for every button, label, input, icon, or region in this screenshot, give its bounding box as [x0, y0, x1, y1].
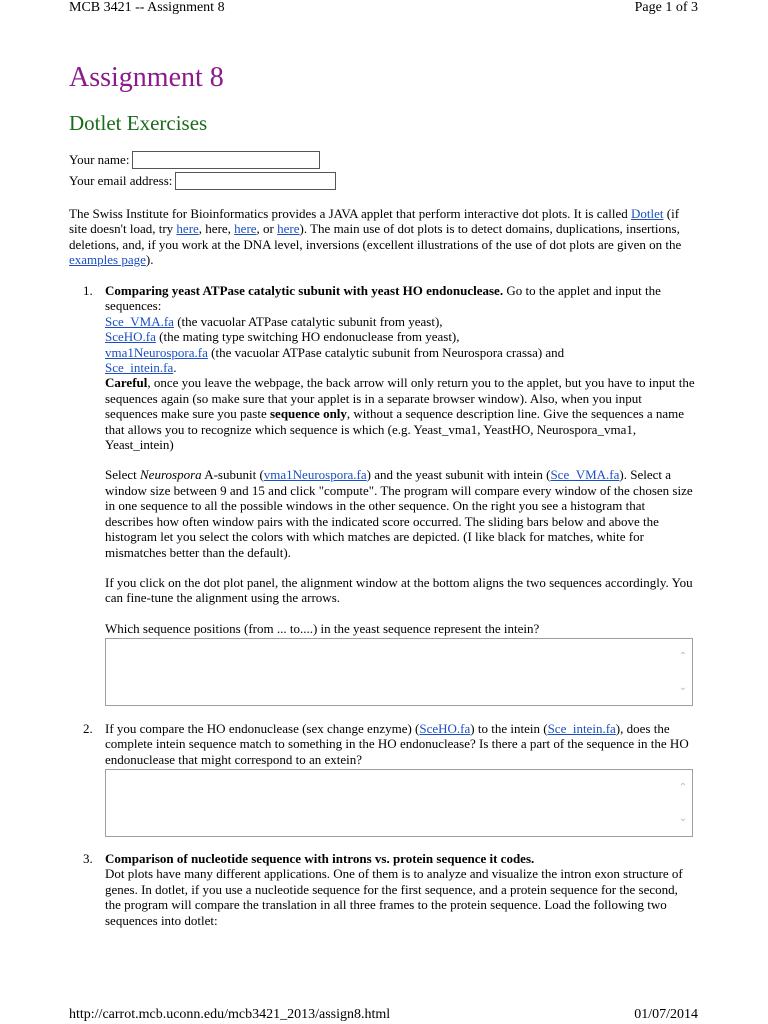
email-field[interactable] [175, 172, 336, 190]
name-row [69, 151, 320, 169]
sce-vma-link[interactable]: Sce_VMA.fa [105, 313, 174, 329]
item-number: 3. [83, 851, 93, 866]
vma1-neurospora-link[interactable]: vma1Neurospora.fa [105, 344, 208, 360]
dotlet-link[interactable]: Dotlet [631, 206, 664, 221]
examples-page-link[interactable]: examples page [69, 252, 146, 268]
alignment-paragraph: If you click on the dot plot panel, the alignment window at the bottom aligns the two sequences accordingly. You can fine-tune the alignment using the arrows. [105, 574, 693, 606]
chevron-up-icon[interactable]: ⌃ [678, 782, 688, 793]
sce-intein-link[interactable]: Sce_intein.fa [105, 360, 174, 376]
item-3-text: Dot plots have many different applications. One of them is to analyze and visualize the intron exon structure of genes. In dotlet, if you use a nucleotide sequence for the first sequence, and a protein sequence for the second, the program will compare the translation in all three frames to the protein sequence. Load the following two sequences into dotlet: [105, 866, 683, 928]
chevron-up-icon[interactable]: ⌃ [678, 651, 688, 662]
name-field[interactable] [132, 151, 320, 169]
email-label: Your email address: [69, 173, 173, 188]
page-date: 01/07/2014 [634, 1007, 698, 1022]
list-item-3 [69, 851, 695, 928]
chevron-down-icon[interactable]: ⌄ [678, 813, 688, 824]
answer-textarea-1[interactable] [105, 638, 693, 706]
intro-paragraph: The Swiss Institute for Bioinformatics provides a JAVA applet that perform interactive dot plots. It is called Dotlet (if site doesn't load, try here, here, here, or here). The main use of dot plots is to detect domains, duplications, insertions, deletions, and, if you work at the DNA level, inversions (excellent illustrations of the use of dot plots are given on the examples page). [69, 206, 682, 268]
item-heading: Comparing yeast ATPase catalytic subunit with yeast HO endonuclease. [105, 283, 504, 298]
vma1-neurospora-link-2[interactable]: vma1Neurospora.fa [263, 467, 367, 483]
chevron-down-icon[interactable]: ⌄ [678, 682, 688, 693]
name-label: Your name: [69, 152, 130, 167]
sceho-link[interactable]: SceHO.fa [105, 329, 156, 345]
here-link-3[interactable]: here [277, 221, 300, 237]
page-url: http://carrot.mcb.uconn.edu/mcb3421_2013/assign8.html [69, 1007, 391, 1022]
item-number: 1. [83, 283, 93, 298]
section-subtitle: Dotlet Exercises [69, 111, 208, 135]
sce-intein-link-2[interactable]: Sce_intein.fa [547, 721, 616, 736]
list-item-2: 2. If you compare the HO endonuclease (sex change enzyme) (SceHO.fa) to the intein (Sce_intein.fa), does the complete intein sequence match to something in the HO endonuclease? Is there a part of the sequence in the HO endonuclease that might correspond to an extein? [83, 721, 689, 767]
answer-textarea-2[interactable] [105, 769, 693, 837]
question-1: Which sequence positions (from ... to....) in the yeast sequence represent the intein? [105, 620, 540, 636]
here-link-2[interactable]: here [234, 221, 257, 237]
item-heading: Comparison of nucleotide sequence with introns vs. protein sequence it codes. [105, 851, 535, 866]
item-number: 2. [83, 721, 93, 736]
here-link-1[interactable]: here [176, 221, 199, 237]
sceho-link-2[interactable]: SceHO.fa [419, 721, 471, 736]
list-item-1: 1. Comparing yeast ATPase catalytic subunit with yeast HO endonuclease. Go to the applet and input the sequences: Sce_VMA.fa (the vacuolar ATPase catalytic subunit from yeast), SceHO.fa (the mating type switching HO endonuclease from yeast), vma1Neurospora.fa (the vacuolar ATPase catalytic subunit from Neurospora crassa) and Sce_intein.fa. Careful, once you leave the webpage, the back arrow will only return you to the applet, but you have to input the sequences again (so make sure that your applet is in a separate browser window). Also, when you input sequences make sure you paste sequence only, without a sequence description line. Give the sequences a name that allows you to recognize which sequence is which (e.g. Yeast_vma1, YeastHO, Neurospora_vma1, Yeast_intein) Select Neurospora A-subunit (vma1Neurospora.fa) and the yeast subunit with intein (Sce_VMA.fa). Select a window size between 9 and 15 and click "compute". The program will compare every window of the chosen size in one sequence to all the possible windows in the other sequence. On the right you see a histogram that describes how often window pairs with the indicated score occurred. The sliding bars below and above the histogram let you select the colors with which matches are depicted. (I like black for matches, white for mismatches better than the default). If you click on the dot plot panel, the alignment window at the bottom aligns the two sequences accordingly. You can fine-tune the alignment using the arrows. Which sequence positions (from ... to....) in the yeast sequence represent the intein? [83, 283, 695, 636]
page-header-title: MCB 3421 -- Assignment 8 [69, 0, 225, 15]
page-title: Assignment 8 [69, 62, 224, 93]
page-number: Page 1 of 3 [634, 0, 698, 15]
email-row [69, 172, 336, 190]
sce-vma-link-2[interactable]: Sce_VMA.fa [550, 467, 620, 483]
